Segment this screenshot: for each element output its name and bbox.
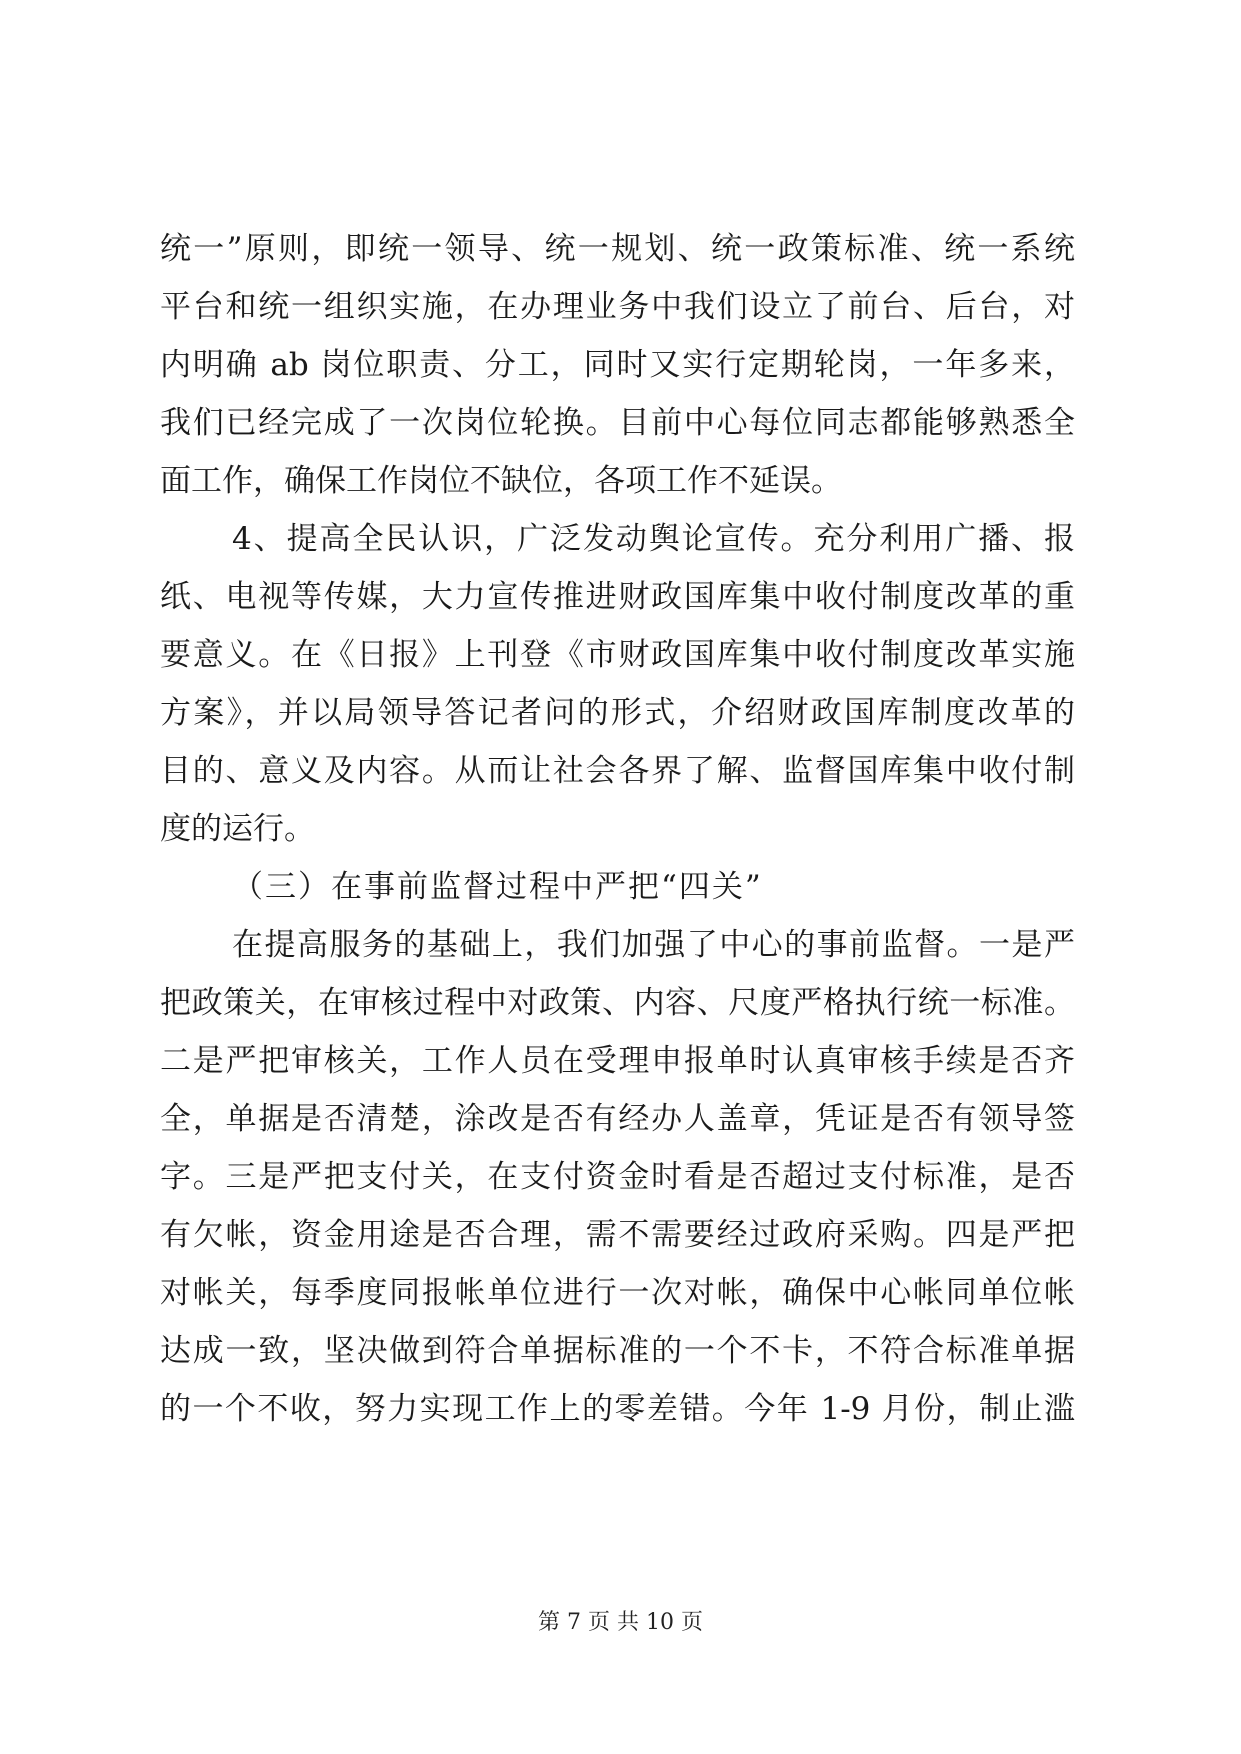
page-number-footer: 第 7 页 共 10 页 xyxy=(538,1610,703,1635)
text-line: 面工作，确保工作岗位不缺位，各项工作不延误。 xyxy=(160,463,842,499)
text-line: 字。三是严把支付关，在支付资金时看是否超过支付标准，是否 xyxy=(160,1159,1075,1195)
text-line: 要意义。在《日报》上刊登《市财政国库集中收付制度改革实施 xyxy=(160,637,1075,673)
text-line: 把政策关，在审核过程中对政策、内容、尺度严格执行统一标准。 xyxy=(160,985,1075,1021)
text-line: 纸、电视等传媒，大力宣传推进财政国库集中收付制度改革的重 xyxy=(160,579,1075,615)
paragraph-first-line: 在提高服务的基础上，我们加强了中心的事前监督。一是严 xyxy=(232,927,1075,963)
text-line: 内明确 ab 岗位职责、分工，同时又实行定期轮岗，一年多来， xyxy=(160,347,1075,383)
text-line: 度的运行。 xyxy=(160,811,315,847)
text-line: 目的、意义及内容。从而让社会各界了解、监督国库集中收付制 xyxy=(160,753,1075,789)
text-line: 方案》，并以局领导答记者问的形式，介绍财政国库制度改革的 xyxy=(160,695,1075,731)
text-line: 统一”原则，即统一领导、统一规划、统一政策标准、统一系统 xyxy=(160,231,1075,267)
section-heading: （三）在事前监督过程中严把“四关” xyxy=(232,869,763,905)
text-line: 达成一致，坚决做到符合单据标准的一个不卡，不符合标准单据 xyxy=(160,1333,1075,1369)
text-line: 我们已经完成了一次岗位轮换。目前中心每位同志都能够熟悉全 xyxy=(160,405,1075,441)
paragraph-first-line: 4、提高全民认识，广泛发动舆论宣传。充分利用广播、报 xyxy=(232,521,1075,557)
text-line: 平台和统一组织实施，在办理业务中我们设立了前台、后台，对 xyxy=(160,289,1075,325)
text-line: 有欠帐，资金用途是否合理，需不需要经过政府采购。四是严把 xyxy=(160,1217,1075,1253)
text-line: 对帐关，每季度同报帐单位进行一次对帐，确保中心帐同单位帐 xyxy=(160,1275,1075,1311)
text-line: 二是严把审核关，工作人员在受理申报单时认真审核手续是否齐 xyxy=(160,1043,1075,1079)
text-line: 全，单据是否清楚，涂改是否有经办人盖章，凭证是否有领导签 xyxy=(160,1101,1075,1137)
text-line: 的一个不收，努力实现工作上的零差错。今年 1-9 月份，制止滥 xyxy=(160,1391,1075,1427)
